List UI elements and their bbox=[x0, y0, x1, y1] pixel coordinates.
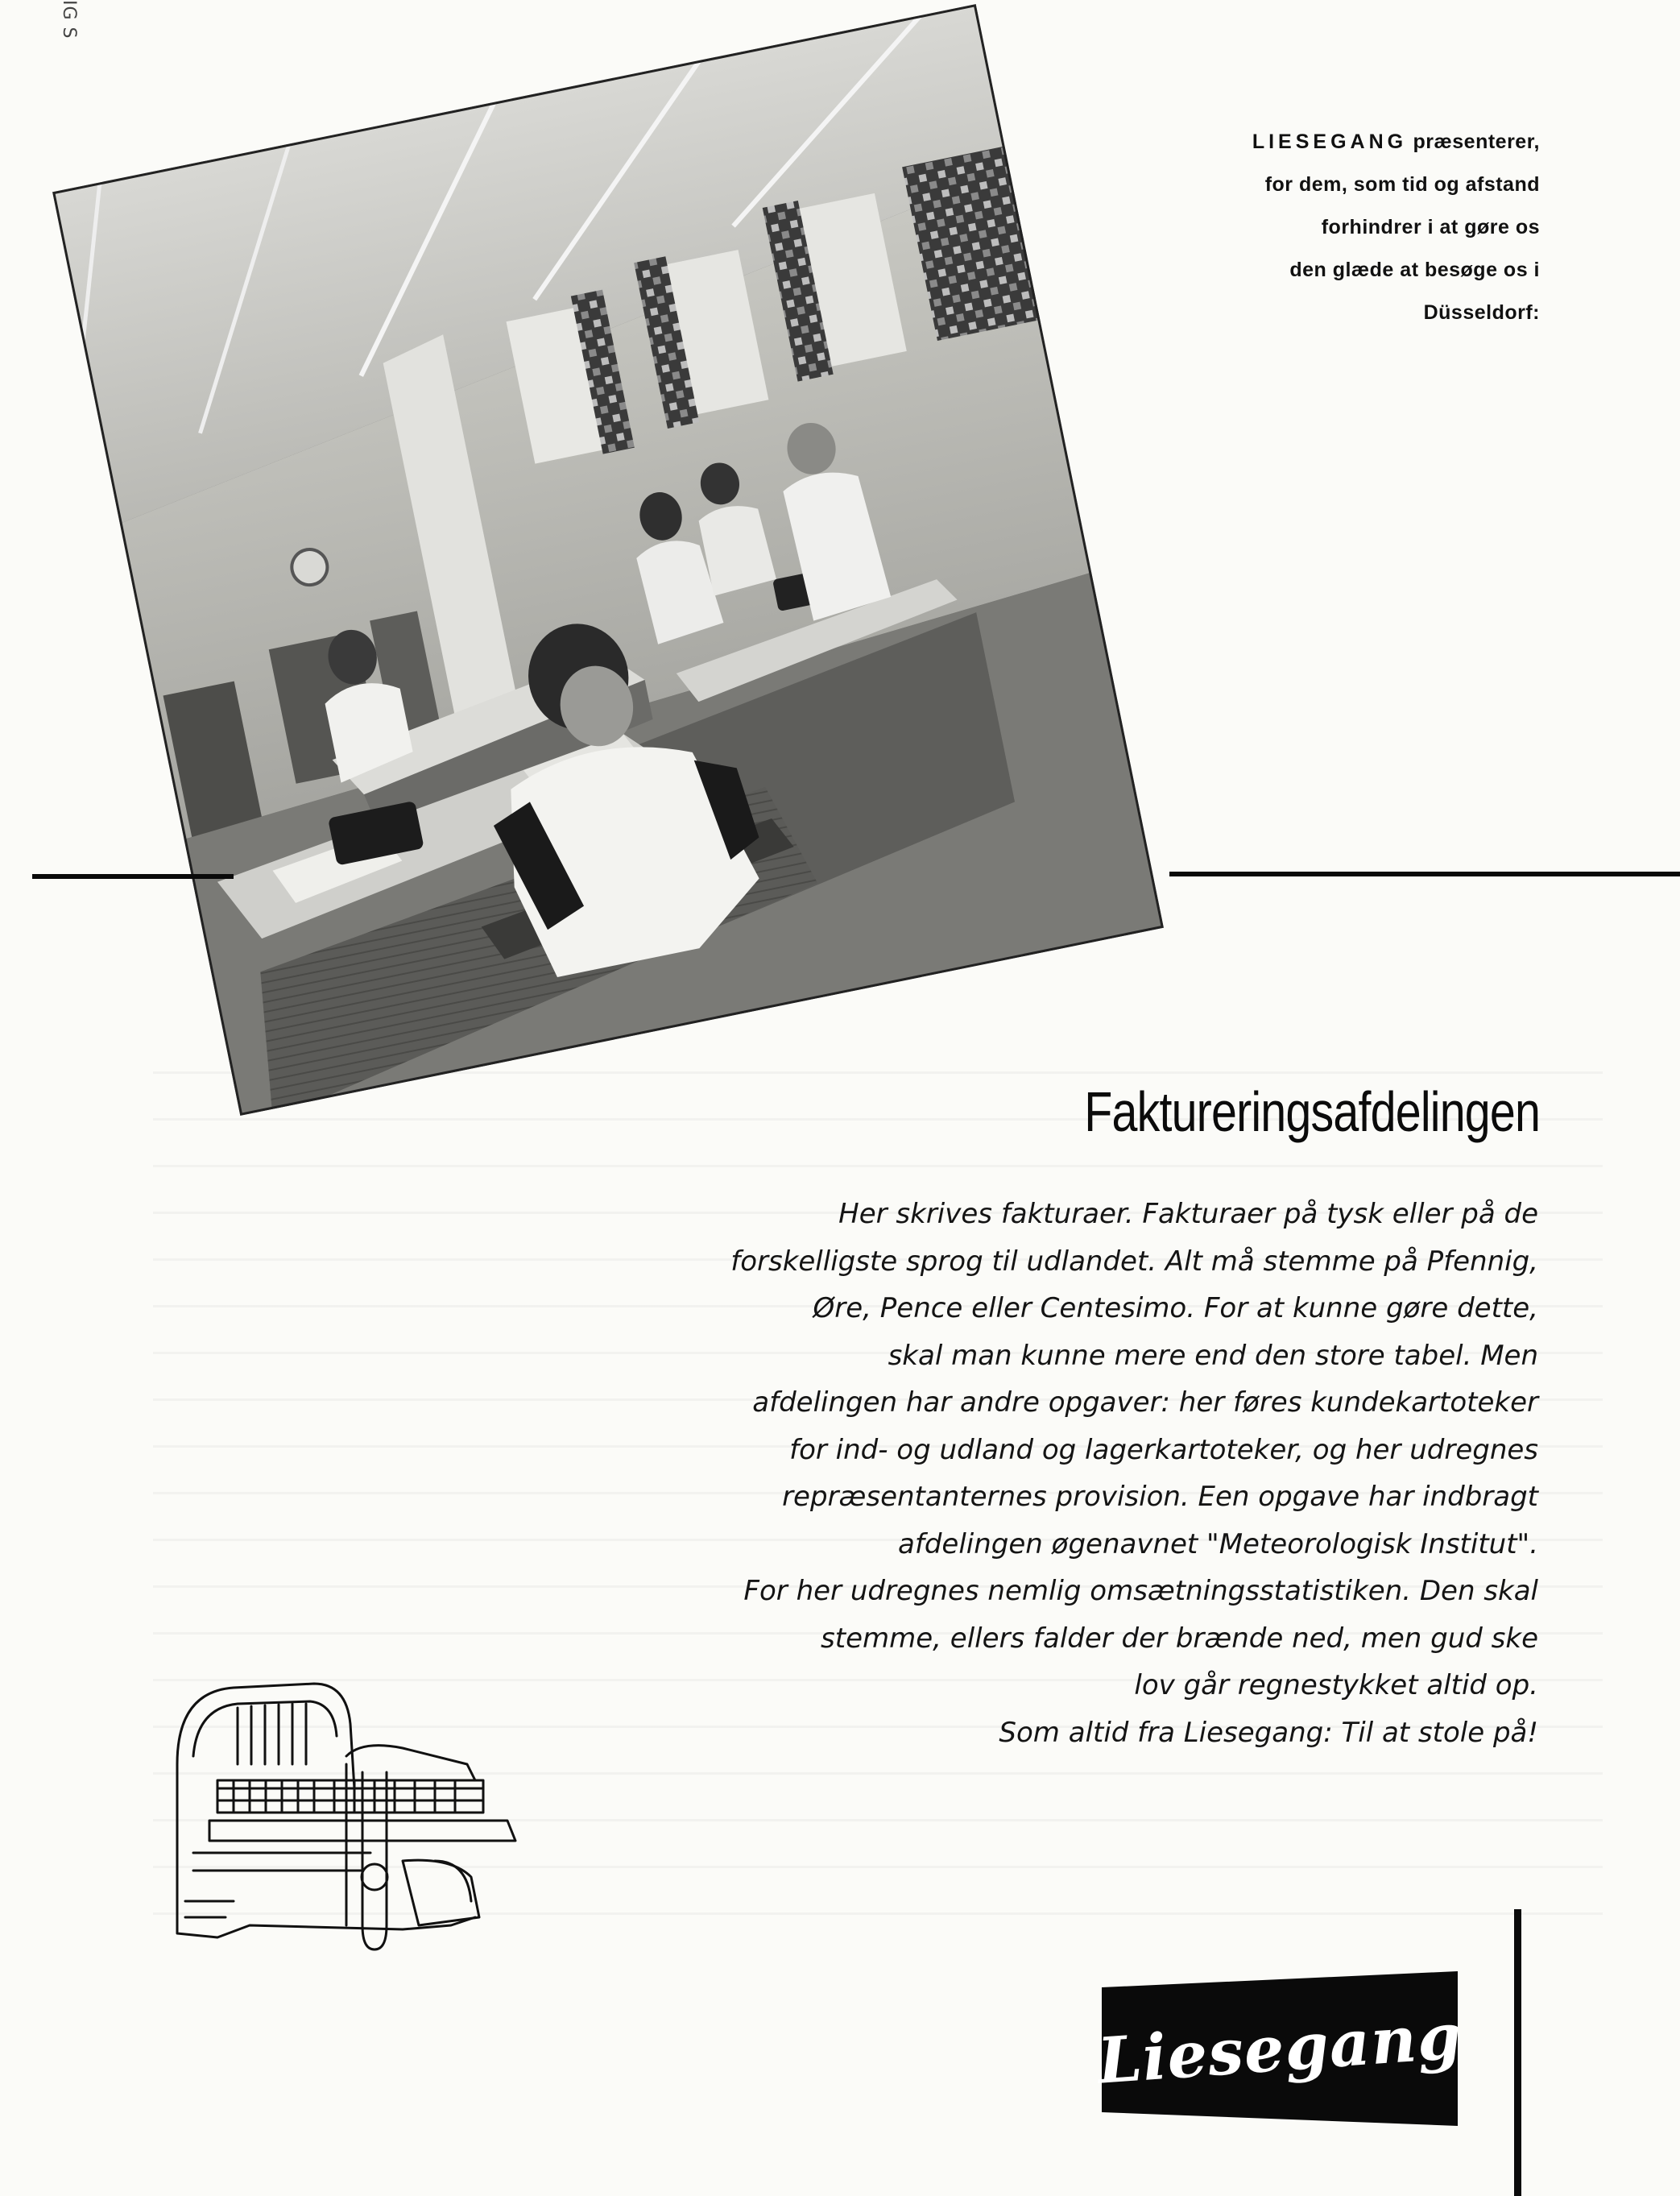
intro-line-1-rest: præsenterer, bbox=[1413, 131, 1540, 153]
intro-brand: LIESEGANG bbox=[1252, 131, 1408, 153]
intro-line-5: Düsseldorf: bbox=[1423, 301, 1540, 324]
body-line: skal man kunne mere end den store tabel. Men bbox=[888, 1339, 1538, 1372]
headline: Faktureringsafdelingen bbox=[1084, 1080, 1540, 1143]
intro-line-4: den glæde at besøge os i bbox=[1289, 259, 1540, 281]
rule-left bbox=[32, 874, 234, 879]
body-line: Som altid fra Liesegang: Til at stole på! bbox=[999, 1716, 1538, 1749]
rule-right bbox=[1169, 872, 1680, 876]
margin-mark: IG S bbox=[59, 0, 79, 39]
body-line: afdelingen øgenavnet "Meteorologisk Institut". bbox=[898, 1527, 1538, 1560]
body-line: For her udregnes nemlig omsætningsstatistiken. Den skal bbox=[743, 1575, 1538, 1607]
body-line: Øre, Pence eller Centesimo. For at kunne gøre dette, bbox=[813, 1292, 1538, 1324]
body-line: forskelligste sprog til udlandet. Alt må stemme på Pfennig, bbox=[730, 1245, 1538, 1278]
office-photo bbox=[52, 4, 1164, 1116]
liesegang-logo bbox=[1094, 1971, 1465, 2126]
intro-line-2: for dem, som tid og afstand bbox=[1264, 173, 1540, 196]
vertical-rule bbox=[1514, 1909, 1521, 2196]
logo-wordmark: Liesegang bbox=[1094, 1999, 1465, 2099]
projector-sketch-icon bbox=[161, 1659, 523, 1966]
intro-line-3: forhindrer i at gøre os bbox=[1321, 216, 1540, 238]
body-line: lov går regnestykket altid op. bbox=[1134, 1669, 1538, 1701]
body-line: Her skrives fakturaer. Fakturaer på tysk eller på de bbox=[838, 1198, 1538, 1230]
body-line: stemme, ellers falder der brænde ned, men gud ske bbox=[821, 1622, 1538, 1655]
body-line: afdelingen har andre opgaver: her føres kundekartoteker bbox=[752, 1386, 1538, 1419]
body-line: repræsentanternes provision. Een opgave har indbragt bbox=[782, 1481, 1538, 1513]
intro-line-1 bbox=[1121, 121, 1540, 164]
intro-text bbox=[1121, 121, 1540, 334]
body-copy bbox=[693, 1191, 1538, 1756]
body-line: for ind- og udland og lagerkartoteker, og her udregnes bbox=[789, 1433, 1538, 1466]
